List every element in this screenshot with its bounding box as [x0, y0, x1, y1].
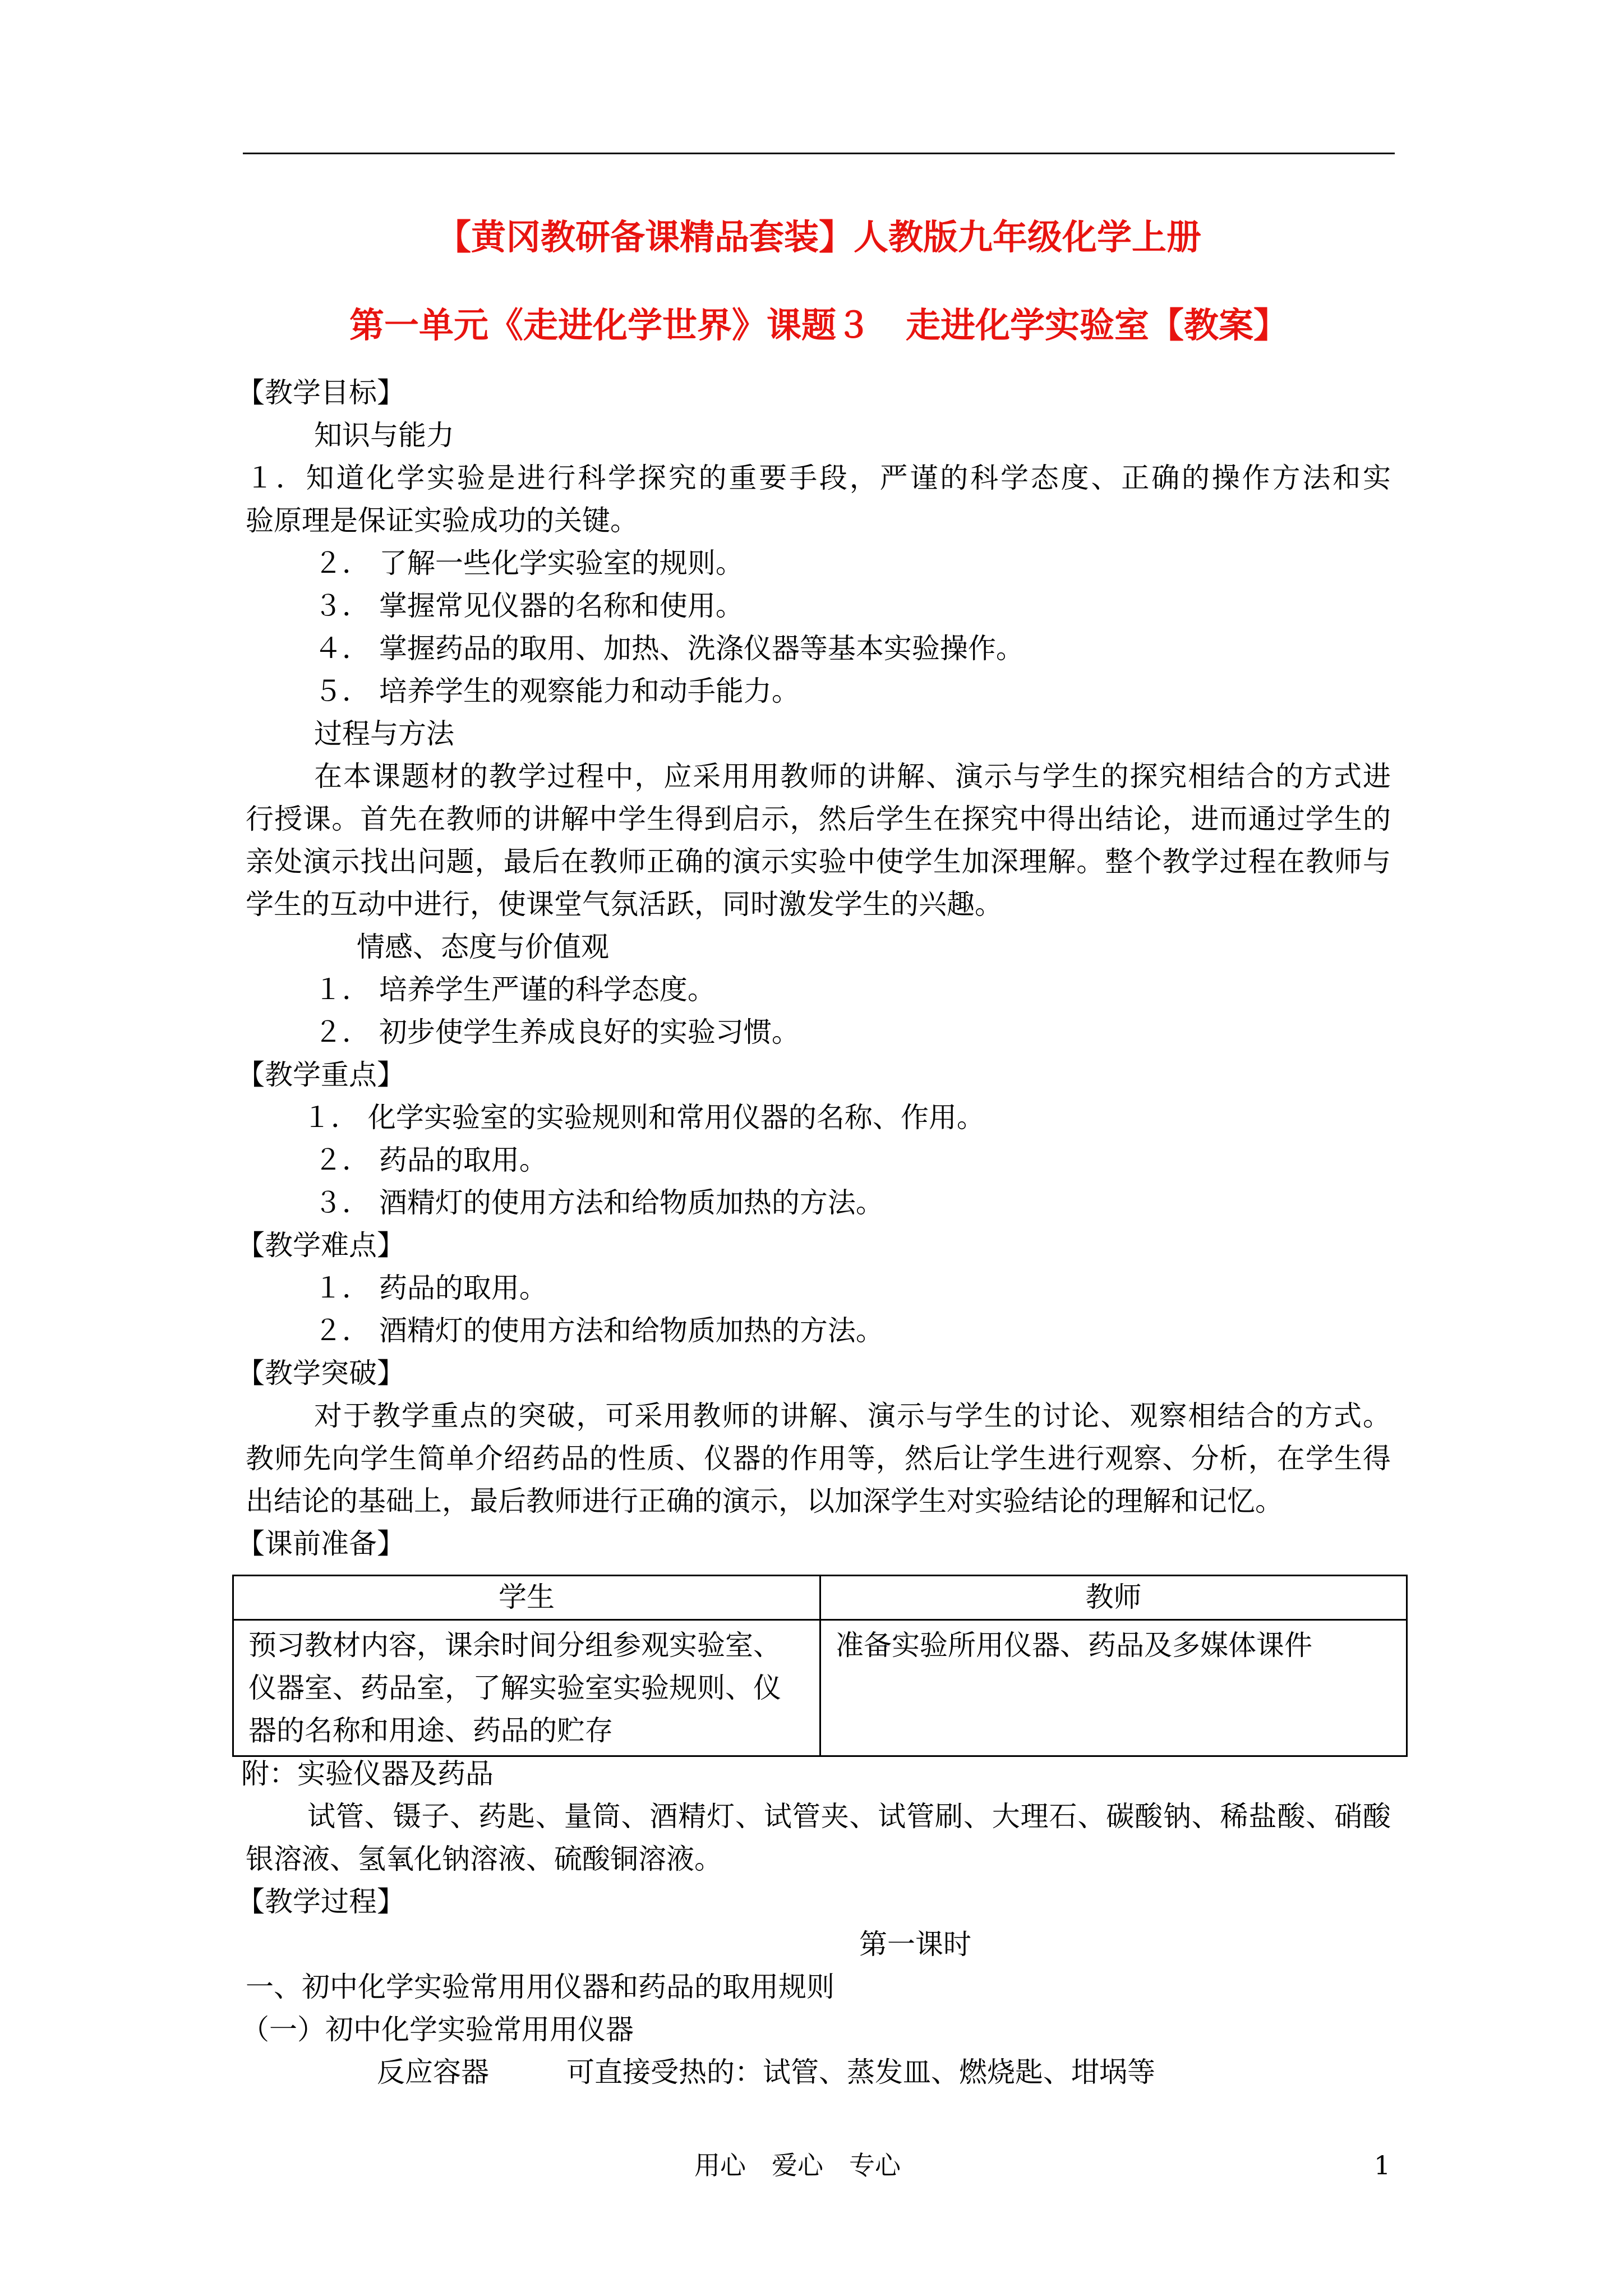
table-header-teacher: 教师	[820, 1576, 1407, 1620]
table-row	[233, 1620, 1407, 1756]
breakthrough-line-3: 出结论的基础上，最后教师进行正确的演示，以加深学生对实验结论的理解和记忆。	[246, 1485, 1283, 1517]
reaction-container-label: 反应容器	[377, 2056, 489, 2088]
header-rule	[243, 153, 1395, 154]
student-cell-line-1: 预习教材内容，课余时间分组参观实验室、	[248, 1629, 781, 1662]
objective-item-1-line-2: 验原理是保证实验成功的关键。	[246, 504, 638, 537]
breakthrough-line-1: 对于教学重点的突破，可采用教师的讲解、演示与学生的讨论、观察相结合的方式。	[314, 1400, 1391, 1432]
knowledge-heading: 知识与能力	[314, 419, 454, 452]
footer-motto: 用心 爱心 专心	[694, 2150, 901, 2180]
key-point-item-3: ３． 酒精灯的使用方法和给物质加热的方法。	[314, 1186, 884, 1219]
reaction-container-text: 可直接受热的：试管、蒸发皿、燃烧匙、坩埚等	[566, 2056, 1155, 2088]
student-cell	[233, 1620, 820, 1756]
student-cell-line-3: 器的名称和用途、药品的贮存	[248, 1714, 613, 1747]
table-header-row	[233, 1576, 1407, 1620]
process-method-line-3: 亲处演示找出问题，最后在教师正确的演示实验中使学生加深理解。整个教学过程在教师与	[246, 845, 1391, 878]
difficulty-item-2: ２． 酒精灯的使用方法和给物质加热的方法。	[314, 1314, 884, 1347]
preparation-heading: 【课前准备】	[237, 1527, 405, 1560]
key-point-item-1: １． 化学实验室的实验规则和常用仪器的名称、作用。	[303, 1101, 985, 1134]
teacher-cell-text: 准备实验所用仪器、药品及多媒体课件	[836, 1629, 1312, 1662]
appendix-line-1: 试管、镊子、药匙、量筒、酒精灯、试管夹、试管刷、大理石、碳酸钠、稀盐酸、硝酸	[307, 1800, 1391, 1833]
emotion-item-2: ２． 初步使学生养成良好的实验习惯。	[314, 1016, 800, 1048]
difficulty-item-1: １． 药品的取用。	[314, 1272, 547, 1304]
objective-item-4: ４． 掌握药品的取用、加热、洗涤仪器等基本实验操作。	[314, 632, 1024, 665]
subsection-1-title: （一）初中化学实验常用用仪器	[241, 2013, 634, 2046]
student-cell-line-2: 仪器室、药品室，了解实验室实验规则、仪	[248, 1672, 781, 1704]
lesson-title: 第一课时	[859, 1928, 971, 1961]
emotion-item-1: １． 培养学生严谨的科学态度。	[314, 973, 716, 1006]
preparation-table	[232, 1575, 1408, 1757]
emotion-heading: 情感、态度与价值观	[357, 931, 609, 963]
appendix-heading: 附：实验仪器及药品	[241, 1757, 494, 1790]
process-method-line-4: 学生的互动中进行，使课堂气氛活跃，同时激发学生的兴趣。	[246, 888, 1003, 921]
process-method-heading: 过程与方法	[314, 717, 454, 750]
document-title: 【黄冈教研备课精品套装】人教版九年级化学上册	[436, 217, 1201, 257]
teacher-cell	[820, 1620, 1407, 1756]
process-method-line-1: 在本课题材的教学过程中，应采用用教师的讲解、演示与学生的探究相结合的方式进	[314, 760, 1391, 793]
breakthrough-line-2: 教师先向学生简单介绍药品的性质、仪器的作用等，然后让学生进行观察、分析，在学生得	[246, 1442, 1391, 1475]
key-points-heading: 【教学重点】	[237, 1059, 405, 1091]
objectives-heading: 【教学目标】	[237, 376, 405, 409]
section-1-title: 一、初中化学实验常用用仪器和药品的取用规则	[246, 1971, 834, 2003]
objective-item-3: ３． 掌握常见仪器的名称和使用。	[314, 590, 744, 622]
appendix-line-2: 银溶液、氢氧化钠溶液、硫酸铜溶液。	[246, 1843, 722, 1875]
table-header-student: 学生	[233, 1576, 820, 1620]
key-point-item-2: ２． 药品的取用。	[314, 1144, 547, 1176]
objective-item-5: ５． 培养学生的观察能力和动手能力。	[314, 675, 800, 707]
difficulties-heading: 【教学难点】	[237, 1229, 405, 1262]
document-subtitle: 第一单元《走进化学世界》课题３ 走进化学实验室【教案】	[349, 305, 1288, 346]
objective-item-1-line-1: １．知道化学实验是进行科学探究的重要手段，严谨的科学态度、正确的操作方法和实	[246, 462, 1391, 494]
page-number: 1	[1374, 2150, 1391, 2180]
teaching-process-heading: 【教学过程】	[237, 1885, 405, 1918]
process-method-line-2: 行授课。首先在教师的讲解中学生得到启示，然后学生在探究中得出结论，进而通过学生的	[246, 803, 1391, 835]
objective-item-2: ２． 了解一些化学实验室的规则。	[314, 547, 744, 579]
breakthrough-heading: 【教学突破】	[237, 1357, 405, 1389]
